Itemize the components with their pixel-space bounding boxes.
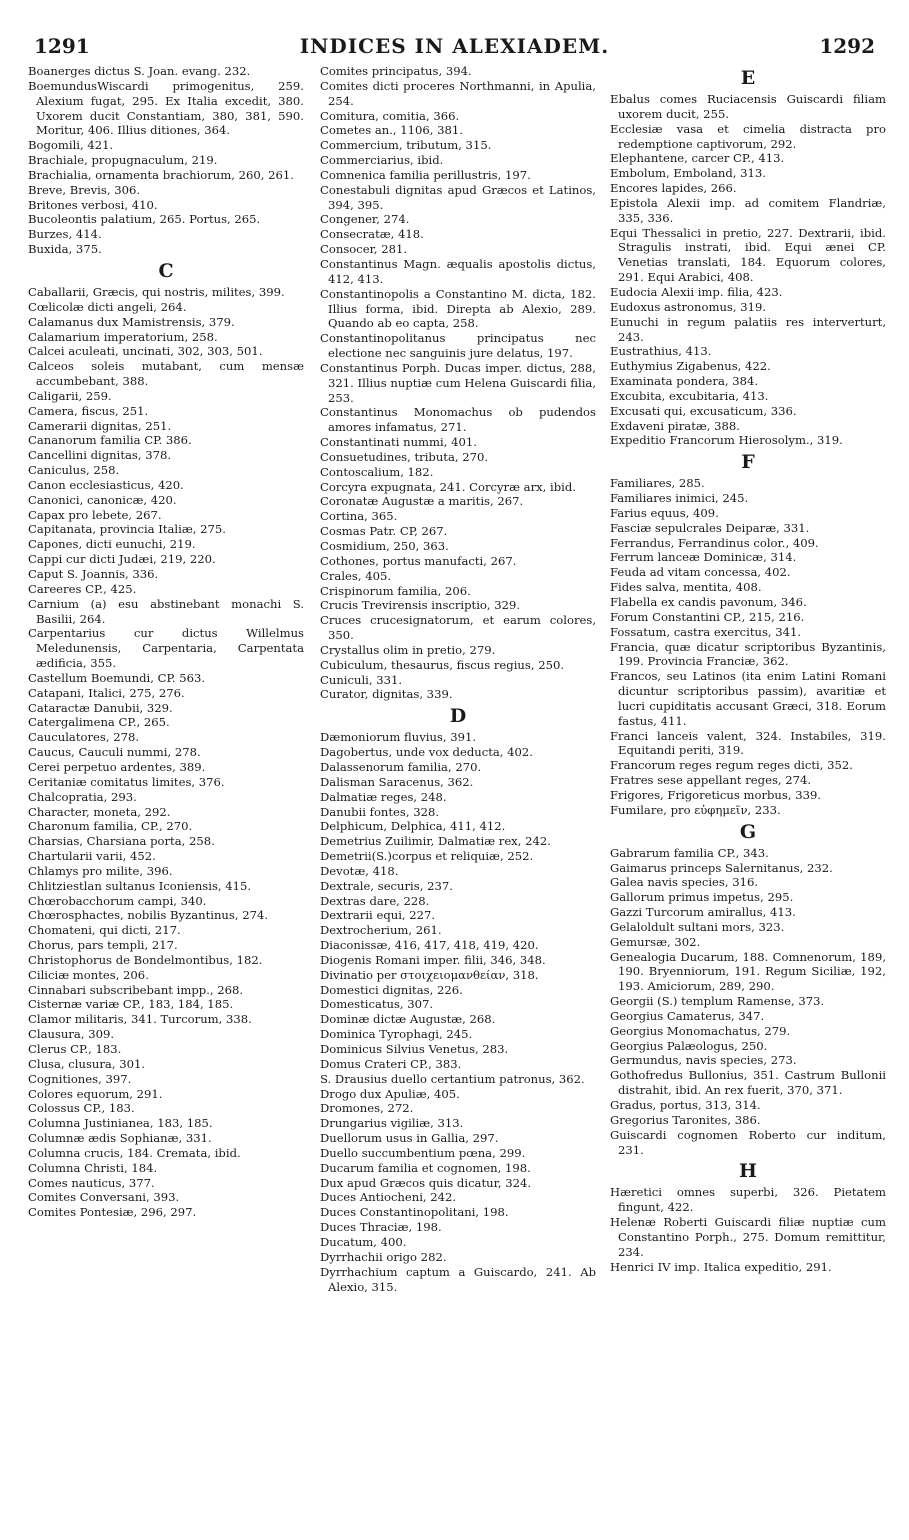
- index-entry: Excubita, excubitaria, 413.: [610, 388, 769, 403]
- index-entry: Crystallus olim in pretio, 279.: [320, 642, 496, 657]
- index-entry: Charsias, Charsiana porta, 258.: [28, 834, 215, 849]
- index-entry: Gemursæ, 302.: [610, 934, 701, 949]
- index-entry: Exdaveni piratæ, 388.: [610, 418, 740, 433]
- index-entry: Corcyra expugnata, 241. Corcyræ arx, ibid.: [320, 479, 576, 494]
- index-entry: Commerciarius, ibid.: [320, 153, 444, 168]
- index-entry: Dextrocherium, 261.: [320, 923, 442, 938]
- index-column-right: [610, 64, 886, 1274]
- index-entry: Chœrobacchorum campi, 340.: [28, 893, 207, 908]
- index-entry: Brachiale, propugnaculum, 219.: [28, 153, 218, 168]
- index-entry: Cinnabari subscribebant impp., 268.: [28, 982, 244, 997]
- index-entry: Genealogia Ducarum, 188. Comnenorum, 189, 190. Bryenniorum, 191. Regum Siciliæ, 192, 193. Amiciorum, 289, 290.: [610, 949, 886, 994]
- index-entry: Clausura, 309.: [28, 1027, 115, 1042]
- index-entry: Chalcopratia, 293.: [28, 789, 137, 804]
- index-entry: Georgius Monomachatus, 279.: [610, 1023, 791, 1038]
- index-entry: Ducarum familia et cognomen, 198.: [320, 1160, 531, 1175]
- index-entry: Constantinopolis a Constantino M. dicta, 182. Illius forma, ibid. Direpta ab Alexio, 289. Quando ab eo capta, 258.: [320, 286, 596, 331]
- index-entry: Boanerges dictus S. Joan. evang. 232.: [28, 64, 251, 78]
- index-entry: Dromones, 272.: [320, 1101, 414, 1116]
- index-entry: Colossus CP., 183.: [28, 1101, 135, 1116]
- index-entry: Franci lanceis valent, 324. Instabiles, 319. Equitandi periti, 319.: [610, 728, 886, 758]
- index-entry: Brachialia, ornamenta brachiorum, 260, 261.: [28, 167, 294, 182]
- index-entry: Frigores, Frigoreticus morbus, 339.: [610, 787, 822, 802]
- index-entry: Caucus, Cauculi nummi, 278.: [28, 745, 201, 760]
- index-entry: Cisternæ variæ CP., 183, 184, 185.: [28, 997, 234, 1012]
- index-entry: Constantinus Magn. æqualis apostolis dictus, 412, 413.: [320, 256, 596, 286]
- index-entry: Demetrius Zuilimir, Dalmatiæ rex, 242.: [320, 834, 551, 849]
- index-entry: Columna Justinianea, 183, 185.: [28, 1116, 213, 1131]
- index-entry: Christophorus de Bondelmontibus, 182.: [28, 952, 263, 967]
- index-entry: Commercium, tributum, 315.: [320, 138, 492, 153]
- index-entry: Caballarii, Græcis, qui nostris, milites, 399.: [28, 284, 285, 299]
- index-entry: Ferrandus, Ferrandinus color., 409.: [610, 535, 819, 550]
- index-entry: Cataractæ Danubii, 329.: [28, 700, 173, 715]
- index-entry: Constantinati nummi, 401.: [320, 435, 477, 450]
- index-entry: Delphicum, Delphica, 411, 412.: [320, 819, 506, 834]
- index-entry: Duces Antiocheni, 242.: [320, 1190, 457, 1205]
- index-entry: Constantinopolitanus principatus nec electione nec sanguinis jure delatus, 197.: [320, 331, 596, 361]
- index-entry: Dalisman Saracenus, 362.: [320, 774, 474, 789]
- index-entry: Germundus, navis species, 273.: [610, 1053, 797, 1068]
- index-entry: Constantinus Porph. Ducas imper. dictus, 288, 321. Illius nuptiæ cum Helena Guiscardi filia, 253.: [320, 360, 596, 405]
- index-entry: Camerarii dignitas, 251.: [28, 418, 172, 433]
- index-entry: Cananorum familia CP. 386.: [28, 433, 192, 448]
- index-entry: Bogomili, 421.: [28, 138, 114, 153]
- index-entry: Colores equorum, 291.: [28, 1086, 163, 1101]
- left-page-number: 1291: [34, 34, 90, 58]
- index-entry: Duello succumbentium pœna, 299.: [320, 1145, 526, 1160]
- index-entry: Feuda ad vitam concessa, 402.: [610, 565, 791, 580]
- index-entry: Gradus, portus, 313, 314.: [610, 1098, 761, 1112]
- index-entry: Gelaloldult sultani mors, 323.: [610, 919, 785, 934]
- index-entry: Constantinus Monomachus ob pudendos amores infamatus, 271.: [320, 405, 596, 435]
- index-entry: Diaconissæ, 416, 417, 418, 419, 420.: [320, 938, 539, 953]
- index-entry: Dyrrhachium captum a Guiscardo, 241. Ab Alexio, 315.: [320, 1264, 596, 1294]
- index-entry: Georgii (S.) templum Ramense, 373.: [610, 994, 825, 1009]
- index-entry: Cothones, portus manufacti, 267.: [320, 553, 517, 568]
- index-entry: Breve, Brevis, 306.: [28, 182, 141, 197]
- index-entry: Calamanus dux Mamistrensis, 379.: [28, 314, 235, 329]
- index-entry: Euthymius Zigabenus, 422.: [610, 359, 771, 374]
- index-entry: Galea navis species, 316.: [610, 875, 759, 890]
- index-entry: Bucoleontis palatium, 265. Portus, 265.: [28, 212, 261, 227]
- index-column-middle: [320, 64, 596, 1294]
- section-letter: D: [449, 705, 467, 728]
- index-entry: Caput S. Joannis, 336.: [28, 567, 159, 581]
- index-entry: Farius equus, 409.: [610, 505, 719, 520]
- index-entry: Comites dicti proceres Northmanni, in Apulia, 254.: [320, 78, 596, 108]
- index-entry: Diogenis Romani imper. filii, 346, 348.: [320, 952, 546, 967]
- index-entry: Dagobertus, unde vox deducta, 402.: [320, 745, 533, 760]
- index-entry: Fratres sese appellant reges, 274.: [610, 773, 812, 788]
- section-letter: E: [740, 67, 756, 89]
- index-entry: Cœlicolæ dicti angeli, 264.: [28, 299, 187, 314]
- page-header: [0, 0, 909, 60]
- index-entry: Ecclesiæ vasa et cimelia distracta pro redemptione captivorum, 292.: [610, 121, 886, 151]
- index-entry: Gabrarum familia CP., 343.: [610, 845, 769, 860]
- section-letter: F: [741, 451, 755, 474]
- index-entry: Gaimarus princeps Salernitanus, 232.: [610, 860, 833, 875]
- section-letter: H: [739, 1160, 757, 1183]
- index-entry: Clusa, clusura, 301.: [28, 1056, 146, 1071]
- index-entry: Cruces crucesignatorum, et earum colores, 350.: [320, 613, 596, 643]
- right-page-number: 1292: [819, 34, 875, 58]
- index-entry: Cancellini dignitas, 378.: [28, 448, 172, 463]
- index-entry: Elephantene, carcer CP., 413.: [610, 151, 785, 166]
- index-entry: Eudocia Alexii imp. filia, 423.: [610, 284, 783, 299]
- index-entry: Consocer, 281.: [320, 242, 408, 257]
- index-entry: BoemundusWiscardi primogenitus, 259. Alexium fugat, 295. Ex Italia excedit, 380. Uxorem ducit Constantiam, 380, 381, 590. Moritur, 406. Illius ditiones, 364.: [28, 78, 304, 138]
- index-entry: Cappi cur dicti Judæi, 219, 220.: [28, 552, 216, 567]
- index-entry: Curator, dignitas, 339.: [320, 687, 453, 702]
- index-entry: Helenæ Roberti Guiscardi filiæ nuptiæ cum Constantino Porph., 275. Domum remittitur, 234.: [610, 1215, 886, 1259]
- index-entry: Ferrum lanceæ Dominicæ, 314.: [610, 550, 797, 565]
- index-entry: Dominicus Silvius Venetus, 283.: [320, 1042, 509, 1056]
- index-entry: Examinata pondera, 384.: [610, 374, 759, 389]
- running-title: INDICES IN ALEXIADEM.: [299, 34, 610, 58]
- index-entry: Congener, 274.: [320, 212, 410, 227]
- index-entry: Cerei perpetuo ardentes, 389.: [28, 759, 206, 774]
- index-entry: Ceritaniæ comitatus limites, 376.: [28, 774, 225, 789]
- index-entry: Ciliciæ montes, 206.: [28, 967, 149, 982]
- index-entry: Drungarius vigiliæ, 313.: [320, 1116, 464, 1131]
- index-entry: Canonici, canonicæ, 420.: [28, 492, 177, 507]
- index-entry: S. Drausius duello certantium patronus, 362.: [320, 1071, 585, 1086]
- index-entry: Henrici IV imp. Italica expeditio, 291.: [610, 1259, 832, 1274]
- index-entry: Duellorum usus in Gallia, 297.: [320, 1131, 499, 1146]
- index-entry: Cosmas Patr. CP, 267.: [320, 524, 448, 539]
- index-entry: Calamarium imperatorium, 258.: [28, 329, 218, 344]
- index-entry: Comes nauticus, 377.: [28, 1175, 155, 1190]
- index-entry: Consuetudines, tributa, 270.: [320, 449, 489, 464]
- index-entry: Britones verbosi, 410.: [28, 197, 158, 212]
- index-entry: Canon ecclesiasticus, 420.: [28, 477, 184, 492]
- index-entry: Columna Christi, 184.: [28, 1160, 158, 1175]
- index-entry: Forum Constantini CP., 215, 216.: [610, 609, 805, 624]
- index-entry: Burzes, 414.: [28, 227, 102, 242]
- index-entry: Dextrarii equi, 227.: [320, 908, 436, 923]
- index-entry: Francorum reges regum reges dicti, 352.: [610, 758, 853, 773]
- index-entry: Crispinorum familia, 206.: [320, 583, 471, 598]
- index-entry: Danubii fontes, 328.: [320, 804, 440, 819]
- index-entry: Devotæ, 418.: [320, 863, 399, 878]
- index-entry: Hæretici omnes superbi, 326. Pietatem fingunt, 422.: [610, 1185, 886, 1215]
- index-entry: Gazzi Turcorum amirallus, 413.: [610, 905, 796, 920]
- index-entry: Drogo dux Apuliæ, 405.: [320, 1086, 460, 1101]
- index-entry: Dux apud Græcos quis dicatur, 324.: [320, 1175, 532, 1190]
- index-entry: Calceos soleis mutabant, cum mensæ accumbebant, 388.: [28, 359, 304, 389]
- index-entry: Charonum familia, CP., 270.: [28, 819, 193, 834]
- index-entry: Consecratæ, 418.: [320, 227, 424, 242]
- index-entry: Excusati qui, excusaticum, 336.: [610, 403, 797, 418]
- index-entry: Eunuchi in regum palatiis res interverturt, 243.: [610, 314, 886, 344]
- index-entry: Equi Thessalici in pretio, 227. Dextrarii, ibid. Stragulis instrati, ibid. Equi ænei CP. Venetias translati, 184. Equorum colores, 291. Equi Arabici, 408.: [610, 225, 886, 285]
- index-entry: Epistola Alexii imp. ad comitem Flandriæ, 335, 336.: [610, 195, 886, 225]
- index-entry: Embolum, Emboland, 313.: [610, 166, 766, 181]
- index-entry: Castellum Boemundi, CP. 563.: [28, 670, 206, 685]
- index-entry: Dextrale, securis, 237.: [320, 878, 453, 893]
- index-entry: Dyrrhachii origo 282.: [320, 1249, 447, 1264]
- index-entry: Encores lapides, 266.: [610, 181, 737, 196]
- index-entry: Gregorius Taronites, 386.: [610, 1112, 761, 1127]
- index-entry: Cuniculi, 331.: [320, 672, 403, 687]
- index-entry: Gothofredus Bullonius, 351. Castrum Bullonii distrahit, ibid. An rex fuerit, 370, 371.: [610, 1068, 886, 1098]
- index-entry: Flabella ex candis pavonum, 346.: [610, 595, 807, 609]
- index-entry: Dextras dare, 228.: [320, 893, 430, 908]
- index-entry: Caniculus, 258.: [28, 463, 120, 478]
- index-entry: Cubiculum, thesaurus, fiscus regius, 250.: [320, 657, 565, 672]
- index-entry: Demetrii(S.)corpus et reliquiæ, 252.: [320, 849, 534, 864]
- index-entry: Caligarii, 259.: [28, 388, 112, 403]
- index-entry: Dalmatiæ reges, 248.: [320, 789, 447, 804]
- index-entry: Contoscalium, 182.: [320, 464, 434, 479]
- index-entry: Eudoxus astronomus, 319.: [610, 299, 767, 314]
- index-column-left: [28, 64, 304, 1220]
- index-entry: Dæmoniorum fluvius, 391.: [320, 730, 477, 745]
- index-entry: Comites Pontesiæ, 296, 297.: [28, 1205, 197, 1220]
- index-entry: Carpentarius cur dictus Willelmus Meledunensis, Carpentaria, Carpentata ædificia, 355.: [28, 626, 304, 671]
- index-entry: Crales, 405.: [320, 568, 392, 583]
- index-entry: Chorus, pars templi, 217.: [28, 938, 178, 953]
- index-entry: Chœrosphactes, nobilis Byzantinus, 274.: [28, 908, 269, 923]
- index-entry: Familiares, 285.: [610, 476, 705, 491]
- index-entry: Fossatum, castra exercitus, 341.: [610, 624, 802, 639]
- index-entry: Columnæ ædis Sophianæ, 331.: [28, 1131, 212, 1146]
- section-letter: G: [739, 820, 757, 843]
- index-entry: Domestici dignitas, 226.: [320, 982, 463, 997]
- index-entry: Chomateni, qui dicti, 217.: [28, 923, 181, 938]
- index-entry: Cognitiones, 397.: [28, 1071, 132, 1086]
- index-entry: Eustrathius, 413.: [610, 344, 712, 359]
- index-entry: Fasciæ sepulcrales Deiparæ, 331.: [610, 520, 810, 535]
- index-entry: Conestabuli dignitas apud Græcos et Latinos, 394, 395.: [320, 182, 596, 212]
- index-entry: Cometes an., 1106, 381.: [320, 123, 463, 138]
- index-entry: Crucis Trevirensis inscriptio, 329.: [320, 598, 521, 613]
- index-entry: Cosmidium, 250, 363.: [320, 539, 449, 553]
- index-entry: Georgius Camaterus, 347.: [610, 1008, 765, 1023]
- index-entry: Chlitziestlan sultanus Iconiensis, 415.: [28, 878, 252, 893]
- index-entry: Clerus CP., 183.: [28, 1042, 122, 1056]
- index-entry: Capitanata, provincia Italiæ, 275.: [28, 522, 226, 537]
- index-entry: Francos, seu Latinos (ita enim Latini Romani dicuntur scriptoribus passim), avaritiæ et lucri cupiditatis accusant Græci, 318. Eorum fastus, 411.: [610, 669, 886, 728]
- index-entry: Comitura, comitia, 366.: [320, 108, 460, 123]
- index-entry: Duces Constantinopolitani, 198.: [320, 1205, 509, 1220]
- index-entry: Domesticatus, 307.: [320, 997, 434, 1012]
- index-entry: Francia, quæ dicatur scriptoribus Byzantinis, 199. Provincia Franciæ, 362.: [610, 639, 886, 669]
- index-entry: Dalassenorum familia, 270.: [320, 759, 482, 774]
- index-entry: Dominica Tyrophagi, 245.: [320, 1027, 473, 1042]
- index-entry: Comites principatus, 394.: [320, 64, 472, 78]
- index-entry: Clamor militaris, 341. Turcorum, 338.: [28, 1012, 252, 1027]
- index-entry: Character, moneta, 292.: [28, 804, 171, 819]
- index-entry: Camera, fiscus, 251.: [28, 403, 149, 418]
- index-entry: Chlamys pro milite, 396.: [28, 863, 173, 878]
- index-entry: Carnium (a) esu abstinebant monachi S. Basilii, 264.: [28, 596, 304, 626]
- index-entry: Guiscardi cognomen Roberto cur inditum, 231.: [610, 1127, 886, 1157]
- index-entry: Calcei aculeati, uncinati, 302, 303, 501.: [28, 344, 263, 359]
- index-entry: Chartularii varii, 452.: [28, 849, 156, 864]
- index-entry: Coronatæ Augustæ a maritis, 267.: [320, 494, 524, 509]
- index-entry: Columna crucis, 184. Cremata, ibid.: [28, 1145, 241, 1160]
- section-letter: C: [158, 259, 174, 282]
- index-entry: Capax pro lebete, 267.: [28, 507, 162, 522]
- index-entry: Ebalus comes Ruciacensis Guiscardi filiam uxorem ducit, 255.: [610, 92, 886, 121]
- index-entry: Cortina, 365.: [320, 509, 398, 524]
- index-entry: Duces Thraciæ, 198.: [320, 1220, 442, 1235]
- index-entry: Cauculatores, 278.: [28, 730, 140, 745]
- index-entry: Gallorum primus impetus, 295.: [610, 890, 794, 905]
- index-entry: Domus Crateri CP., 383.: [320, 1056, 462, 1071]
- index-entry: Divinatio per στοιχειομανθείαν, 318.: [320, 967, 539, 982]
- index-entry: Fumilare, pro εὐφημεῖν, 233.: [610, 802, 781, 817]
- index-entry: Dominæ dictæ Augustæ, 268.: [320, 1012, 496, 1027]
- index-entry: Expeditio Francorum Hierosolym., 319.: [610, 433, 843, 448]
- index-entry: Careeres CP., 425.: [28, 581, 137, 596]
- index-entry: Ducatum, 400.: [320, 1234, 407, 1249]
- index-entry: Comites Conversani, 393.: [28, 1190, 180, 1205]
- index-entry: Comnenica familia perillustris, 197.: [320, 167, 531, 182]
- index-entry: Catergalimena CP., 265.: [28, 715, 170, 730]
- index-entry: Georgius Palæologus, 250.: [610, 1038, 768, 1053]
- index-entry: Catapani, Italici, 275, 276.: [28, 685, 185, 700]
- index-entry: Buxida, 375.: [28, 242, 102, 257]
- index-entry: Familiares inimici, 245.: [610, 491, 749, 506]
- index-entry: Capones, dicti eunuchi, 219.: [28, 537, 196, 552]
- index-entry: Fides salva, mentita, 408.: [610, 580, 762, 595]
